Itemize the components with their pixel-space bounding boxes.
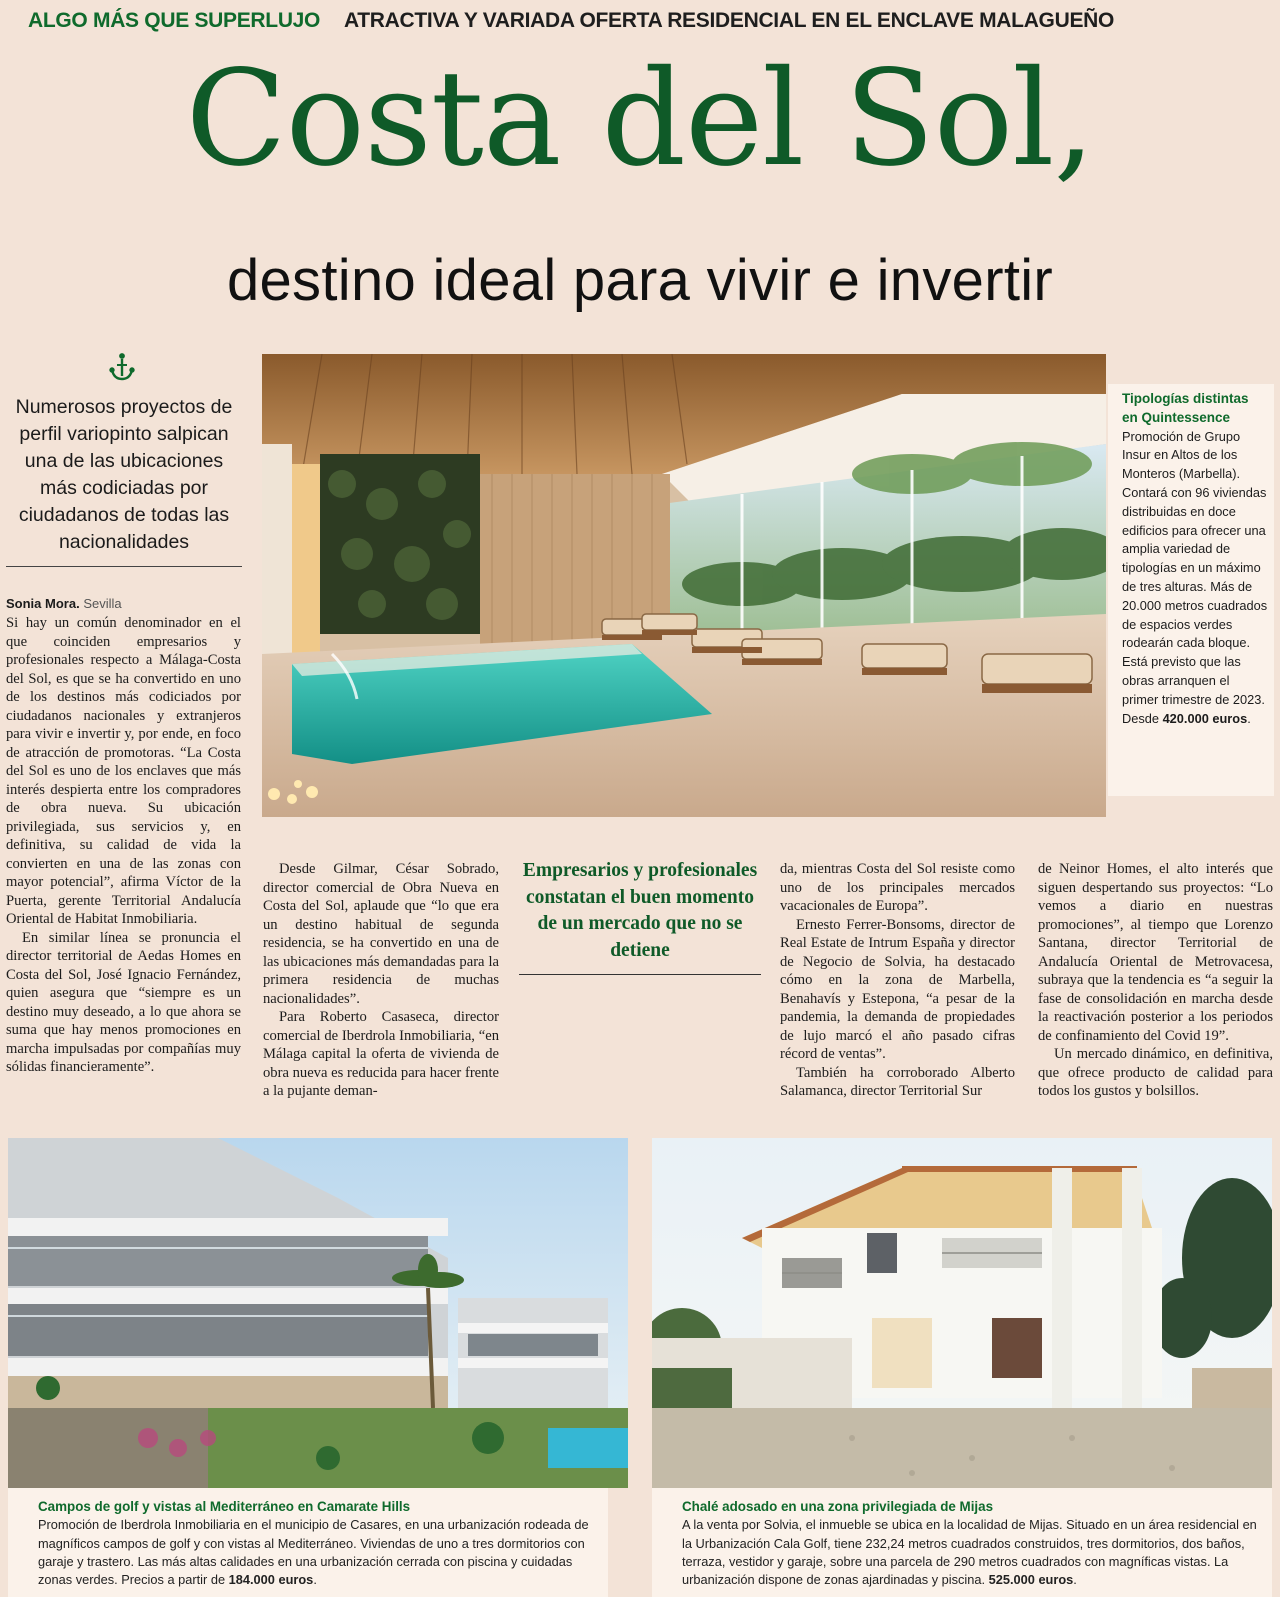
caption-right-end: . <box>1073 1572 1077 1588</box>
pull-quote: Empresarios y profesionales constatan el buen momento de un mercado que no se detiene <box>522 860 758 961</box>
caption-right-price: 525.000 euros <box>988 1572 1074 1588</box>
main-photo-pool <box>262 354 1106 817</box>
caption-right-text: A la venta por Solvia, el inmueble se ubica en la localidad de Mijas. Situado en un área residencial en la Urbanización Cala Golf, tiene 232,24 metros cuadrados construidos, tres dormitorios, dos baños, terraza, vestidor y garaje, sobre una parcela de 290 metros cuadrados con magníficas vistas. La urbanización dispone de zonas ajardinadas y piscina. <box>682 1517 1257 1588</box>
topic-kicker: ATRACTIVA Y VARIADA OFERTA RESIDENCIAL EN EL ENCLAVE MALAGUEÑO <box>343 9 1115 32</box>
subheadline: destino ideal para vivir e invertir <box>226 248 1054 313</box>
body-paragraph: Para Roberto Casaseca, director comercial de Iberdrola Inmobiliaria, “en Málaga capital la oferta de vivienda de obra nueva es reducida para hacer frente a la pujante deman- <box>263 1009 499 1099</box>
caption-left-text: Promoción de Iberdrola Inmobiliaria en el municipio de Casares, en una urbanización rodeada de magníficos campos de golf y con vistas al Mediterráneo. Viviendas de uno a tres dormitorios con garaje y trastero. Las más altas calidades en una urbanización cerrada con piscina y cuidadas zonas verdes. Precios a partir de <box>38 1517 589 1588</box>
byline-location: Sevilla <box>83 596 122 611</box>
kicker-bar <box>28 6 1114 36</box>
side-caption-end: . <box>1247 710 1251 726</box>
body-paragraph: También ha corroborado Alberto Salamanca, director Territorial Sur <box>780 1064 1015 1099</box>
photo-mijas-chalet <box>652 1138 1272 1488</box>
body-paragraph: da, mientras Costa del Sol resiste como uno de los principales mercados vacacionales de Europa”. <box>780 861 1015 914</box>
deck-divider <box>6 566 242 567</box>
anchor-icon <box>108 352 136 384</box>
side-caption-text: Promoción de Grupo Insur en Altos de los Monteros (Marbella). Contará con 96 viviendas distribuidas en doce edificios para ofrecer una amplia variedad de tipologías en un máximo de tres alturas. Más de 20.000 metros cuadrados de espacios verdes rodearán cada bloque. Está previsto que las obras arranquen el primer trimestre de 2023. Desde <box>1122 428 1268 726</box>
byline <box>6 596 122 611</box>
article-deck: Numerosos proyectos de perfil variopinto salpican una de las ubicaciones más codiciadas por ciudadanos de todas las nacionalidades <box>15 396 233 553</box>
body-paragraph: de Neinor Homes, el alto interés que siguen despertando sus proyectos: “Lo vemos a diario en nuestras promociones”, al tiempo que Lorenzo Santana, director Territorial de Andalucía Oriental de Metrovacesa, subraya que la tendencia es “a seguir la fase de consolidación en marcha desde la reactivación posterior a los periodos de confinamiento del Covid 19”. <box>1038 861 1273 1044</box>
caption-camarate-hills <box>8 1488 608 1597</box>
caption-left-title: Campos de golf y vistas al Mediterráneo en Camarate Hills <box>38 1499 411 1514</box>
caption-left-price: 184.000 euros <box>228 1572 314 1588</box>
body-column-1 <box>6 614 241 1077</box>
body-column-2 <box>263 860 499 1101</box>
body-column-4 <box>780 860 1015 1101</box>
side-caption <box>1108 384 1274 796</box>
pull-quote-divider <box>519 974 761 975</box>
headline: Costa del Sol, <box>185 42 1095 196</box>
body-paragraph: Desde Gilmar, César Sobrado, director comercial de Obra Nueva en Costa del Sol, aplaude que “lo que era un destino habitual de segunda residencia, se ha convertido en una de las ubicaciones más demandadas para la primera residencia de muchas nacionalidades”. <box>263 861 499 1007</box>
photo-camarate-hills <box>8 1138 628 1488</box>
body-column-5 <box>1038 860 1273 1101</box>
section-kicker: ALGO MÁS QUE SUPERLUJO <box>28 9 321 32</box>
side-caption-title: Tipologías distintas en Quintessence <box>1122 391 1249 425</box>
caption-right-title: Chalé adosado en una zona privilegiada de Mijas <box>682 1499 994 1514</box>
caption-mijas-chalet <box>652 1488 1272 1597</box>
side-caption-price: 420.000 euros <box>1162 710 1248 726</box>
body-paragraph: Si hay un común denominador en el que coinciden empresarios y profesionales respecto a Málaga-Costa del Sol, es que se ha convertido en uno de los destinos más codiciados por ciudadanos nacionales y extranjeros para vivir e invertir y, por ende, en foco de atracción de promotoras. “La Costa del Sol es uno de los enclaves que más interés despierta entre los compradores de obra nueva. Su ubicación privilegiada, sus servicios y, en definitiva, su calidad de vida la convierten en una de las zonas con mayor potencial”, afirma Víctor de la Puerta, gerente Territorial Andalucía Oriental de Habitat Inmobiliaria. <box>6 615 241 927</box>
body-paragraph: Un mercado dinámico, en definitiva, que ofrece producto de calidad para todos los gustos y bolsillos. <box>1038 1046 1273 1099</box>
body-paragraph: En similar línea se pronuncia el director territorial de Aedas Homes en Costa del Sol, José Ignacio Fernández, quien asegura que “siempre es un destino muy deseado, a lo que ahora se suma que hay menos promociones en marcha impulsadas por compañías muy sólidas financieramente”. <box>6 929 241 1075</box>
caption-left-end: . <box>313 1572 317 1588</box>
byline-author: Sonia Mora. <box>6 596 80 611</box>
body-paragraph: Ernesto Ferrer-Bonsoms, director de Real Estate de Intrum España y director de Negocio de Solvia, ha destacado cómo en la zona de Marbella, Benahavís y Estepona, “a pesar de la pandemia, la demanda de propiedades de lujo marcó el año pasado cifras récord de ventas”. <box>780 916 1015 1062</box>
